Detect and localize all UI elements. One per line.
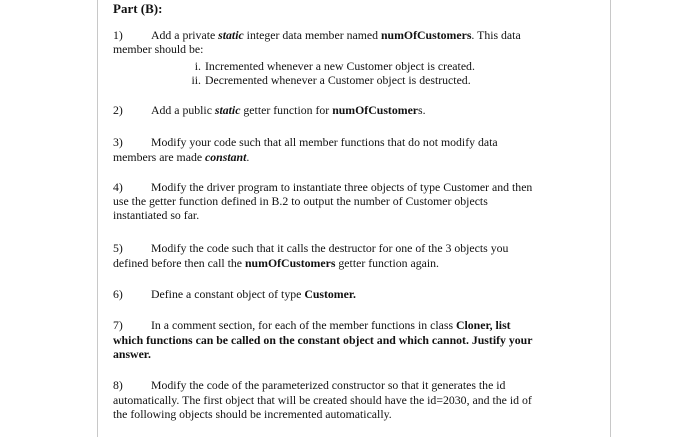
item-7-line-1: 7) In a comment section, for each of the member functions in class Cloner, list	[113, 318, 511, 332]
item-3-line-1: 3) Modify your code such that all member functions that do not modify data	[113, 135, 498, 149]
item-7-line-2: which functions can be called on the constant object and which cannot. Justify your	[113, 333, 533, 347]
item-number: 8)	[113, 378, 123, 392]
item-4-line-2: use the getter function defined in B.2 to output the number of Customer objects	[113, 194, 488, 208]
item-1-line-1: 1) Add a private static integer data member named numOfCustomers. This data	[113, 28, 521, 42]
item-4-line-3: instantiated so far.	[113, 208, 200, 222]
item-number: 6)	[113, 287, 123, 301]
item-2: 2) Add a public static getter function for numOfCustomers.	[113, 103, 426, 117]
item-4-line-1: 4) Modify the driver program to instantiate three objects of type Customer and then	[113, 180, 533, 194]
left-margin	[0, 0, 95, 437]
part-heading: Part (B):	[113, 1, 163, 16]
item-6: 6) Define a constant object of type Customer.	[113, 287, 356, 301]
right-border-line	[610, 0, 611, 437]
item-number: 1)	[113, 28, 123, 42]
item-8-line-2: automatically. The first object that will be created should have the id=2030, and the id of	[113, 393, 532, 407]
item-5-line-1: 5) Modify the code such that it calls the destructor for one of the 3 objects you	[113, 241, 509, 255]
item-number: 2)	[113, 103, 123, 117]
item-1-line-2: member should be:	[113, 42, 204, 56]
item-number: 5)	[113, 241, 123, 255]
item-8-line-3: the following objects should be incremented automatically.	[113, 407, 392, 421]
item-1-subitem-ii: ii. Decremented whenever a Customer object is destructed.	[191, 73, 471, 87]
right-margin	[612, 0, 700, 437]
item-number: 7)	[113, 318, 123, 332]
item-7-line-3: answer.	[113, 347, 151, 361]
item-3-line-2: members are made constant.	[113, 150, 250, 164]
item-1-subitem-i: i. Incremented whenever a new Customer object is created.	[194, 59, 475, 73]
item-5-line-2: defined before then call the numOfCustomers getter function again.	[113, 256, 439, 270]
left-border-line	[97, 0, 98, 437]
item-number: 4)	[113, 180, 123, 194]
item-8-line-1: 8) Modify the code of the parameterized constructor so that it generates the id	[113, 378, 506, 392]
item-number: 3)	[113, 135, 123, 149]
